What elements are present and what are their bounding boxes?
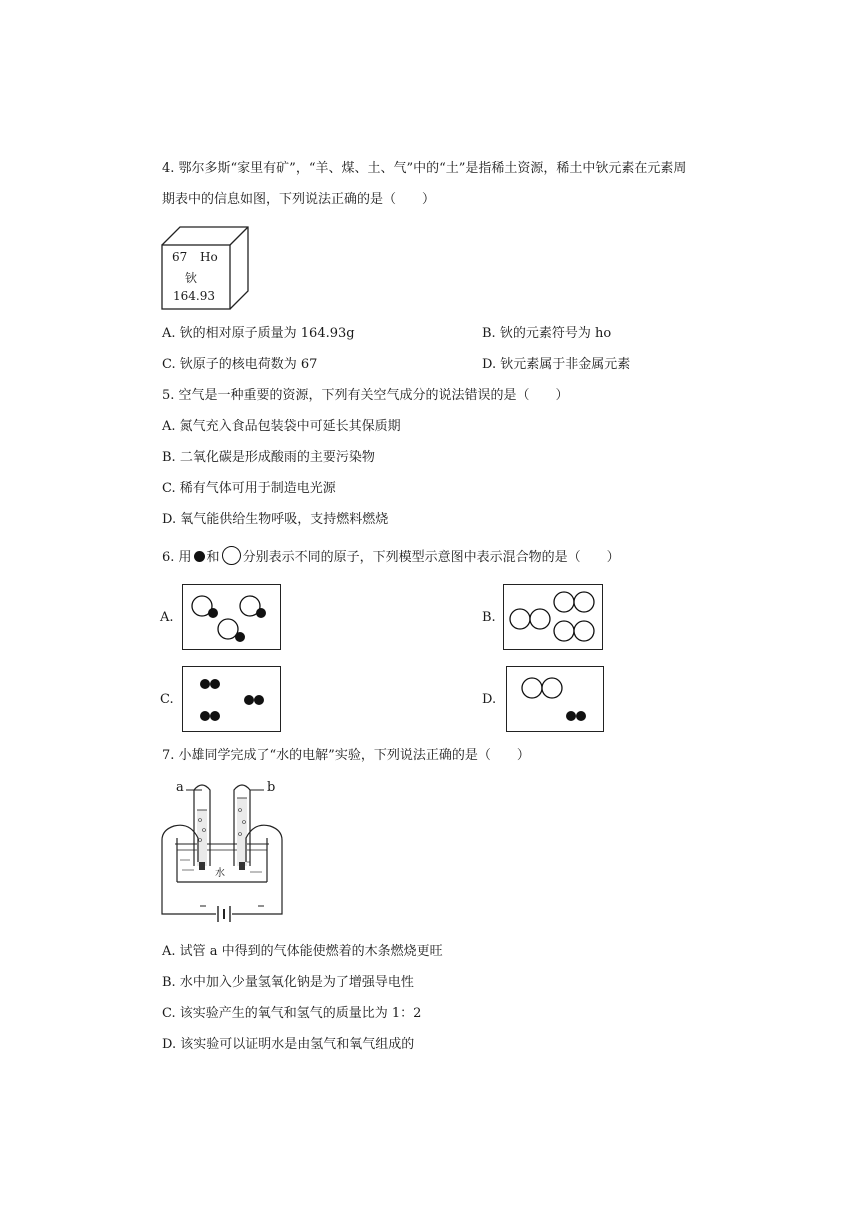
black-atom [254, 695, 264, 705]
q6-label-a: A. [160, 610, 174, 625]
q4-option-d: D. 钬元素属于非金属元素 [482, 357, 631, 372]
element-card [160, 225, 250, 311]
element-symbol: Ho [200, 250, 218, 264]
q7-stem: 7. 小雄同学完成了“水的电解”实验，下列说法正确的是（ ） [162, 748, 530, 763]
q6-label-d: D. [482, 692, 497, 707]
black-atom [208, 608, 218, 618]
q6-stem [162, 546, 620, 567]
q5-option-a: A. 氮气充入食品包装袋中可延长其保质期 [162, 419, 401, 434]
q4-option-b: B. 钬的元素符号为 ho [482, 326, 612, 341]
q7-option-a: A. 试管 a 中得到的气体能使燃着的木条燃烧更旺 [162, 944, 443, 959]
q5-option-c: C. 稀有气体可用于制造电光源 [162, 481, 336, 496]
q7-option-c: C. 该实验产生的氧气和氢气的质量比为 1：2 [162, 1006, 422, 1021]
white-atom [554, 592, 574, 612]
q5-option-d: D. 氧气能供给生物呼吸，支持燃料燃烧 [162, 512, 389, 527]
black-atom [244, 695, 254, 705]
q6-stem-prefix: 6. 用 [162, 550, 192, 565]
q6-label-c: C. [160, 692, 174, 707]
black-atom [576, 711, 586, 721]
white-atom-icon [222, 546, 241, 565]
black-atom-icon [194, 551, 205, 562]
q4-stem-line2: 期表中的信息如图，下列说法正确的是（ ） [162, 192, 436, 207]
element-mass: 164.93 [173, 289, 215, 303]
q7-option-b: B. 水中加入少量氢氧化钠是为了增强导电性 [162, 975, 414, 990]
tube-a-label: a [176, 780, 184, 795]
q5-stem: 5. 空气是一种重要的资源，下列有关空气成分的说法错误的是（ ） [162, 388, 569, 403]
black-atom [210, 711, 220, 721]
q6-stem-and: 和 [206, 550, 220, 565]
element-name: 钬 [185, 271, 198, 285]
electrolysis-apparatus [160, 778, 290, 918]
black-atom [566, 711, 576, 721]
white-atom [510, 609, 530, 629]
q6-label-b: B. [482, 610, 496, 625]
white-atom [522, 678, 542, 698]
q4-stem-line1: 4. 鄂尔多斯“家里有矿”，“羊、煤、土、气”中的“土”是指稀土资源，稀土中钬元素在元素周 [162, 161, 687, 176]
white-atom [574, 621, 594, 641]
water-label: 水 [215, 868, 225, 879]
black-atom [200, 711, 210, 721]
white-atom [218, 619, 238, 639]
black-atom [235, 632, 245, 642]
q4-option-c: C. 钬原子的核电荷数为 67 [162, 357, 318, 372]
white-atom [542, 678, 562, 698]
model-box-b [503, 584, 603, 650]
q5-option-b: B. 二氧化碳是形成酸雨的主要污染物 [162, 450, 375, 465]
model-box-c [182, 666, 281, 732]
black-atom [256, 608, 266, 618]
electrolysis-diagram [160, 778, 290, 918]
q6-stem-suffix: 分别表示不同的原子，下列模型示意图中表示混合物的是（ ） [242, 550, 620, 565]
black-atom [200, 679, 210, 689]
model-box-d [506, 666, 604, 732]
element-number: 67 [172, 250, 188, 264]
black-atom [210, 679, 220, 689]
model-box-a [182, 584, 281, 650]
q7-option-d: D. 该实验可以证明水是由氢气和氧气组成的 [162, 1037, 415, 1052]
tube-b-label: b [267, 780, 276, 795]
white-atom [554, 621, 574, 641]
white-atom [530, 609, 550, 629]
white-atom [574, 592, 594, 612]
q4-option-a: A. 钬的相对原子质量为 164.93g [162, 326, 355, 341]
